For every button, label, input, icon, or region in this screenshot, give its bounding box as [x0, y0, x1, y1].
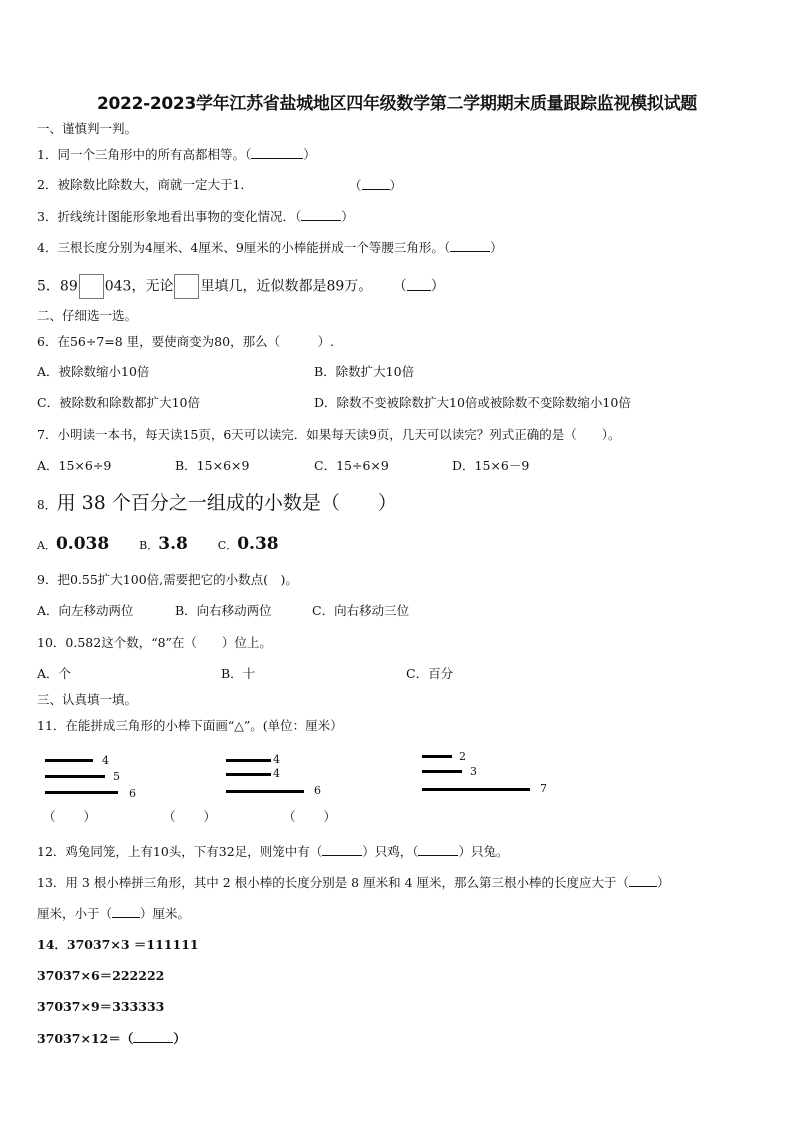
option-9b: B．向右移动两位 [175, 603, 272, 618]
section-heading-1: 一、谨慎判一判。 [37, 121, 138, 136]
question-9: 9．把0.55扩大100倍,需要把它的小数点( )。 [37, 572, 298, 587]
answer-blank [301, 208, 341, 221]
option-7d: D．15×6－9 [452, 458, 530, 473]
question-7: 7．小明读一本书，每天读15页，6天可以读完．如果每天读9页，几天可以读完？列式正确的是（ ）。 [37, 427, 621, 442]
question-12: 12．鸡兔同笼，上有10头，下有32足，则笼中有（ ）只鸡，（ ）只兔。 [37, 844, 509, 859]
question-5: 5．89 043，无论 里填几，近似数都是89万。 （ ） [37, 274, 445, 299]
option-6c: C．被除数和除数都扩大10倍 [37, 395, 200, 410]
stick [45, 775, 105, 778]
question-14-line-2: 37037×6＝222222 [37, 968, 165, 983]
question-8-options [37, 533, 279, 557]
question-10: 10．0.582这个数，“8”在（ ）位上。 [37, 635, 272, 650]
stick [45, 791, 118, 794]
question-13: 13．用 3 根小棒拼三角形，其中 2 根小棒的长度分别是 8 厘米和 4 厘米，那么第三根小棒的长度应大于（ ） [37, 875, 670, 890]
answer-paren-1: （ ） [43, 809, 97, 824]
question-1: 1．同一个三角形中的所有高都相等。（ ） [37, 147, 316, 162]
stick-length: 2 [459, 750, 466, 763]
option-7c: C．15÷6×9 [314, 458, 389, 473]
question-2: 2．被除数比除数大，商就一定大于1． [37, 177, 253, 192]
question-14-line-4: 37037×12＝（ ） [37, 1031, 186, 1046]
answer-blank [629, 874, 657, 887]
answer-paren-2: （ ） [163, 809, 217, 824]
option-10a: A．个 [37, 666, 72, 681]
question-11: 11．在能拼成三角形的小棒下面画“△”。(单位：厘米） [37, 718, 343, 733]
section-heading-3: 三、认真填一填。 [37, 692, 138, 707]
option-6b: B．除数扩大10倍 [314, 364, 415, 379]
question-4: 4．三根长度分别为4厘米、4厘米、9厘米的小棒能拼成一个等腰三角形。（ ） [37, 240, 503, 255]
answer-blank [322, 843, 362, 856]
option-10c: C．百分 [406, 666, 454, 681]
option-8a-label: A． [37, 539, 56, 552]
answer-blank [251, 146, 303, 159]
stick-length: 4 [273, 767, 280, 780]
question-13-cont: 厘米，小于（ ）厘米。 [37, 906, 191, 921]
stick [45, 759, 93, 762]
answer-blank [407, 278, 431, 291]
answer-paren-3: （ ） [283, 809, 337, 824]
digit-box [174, 274, 199, 299]
option-9c: C．向右移动三位 [312, 603, 410, 618]
option-9a: A．向左移动两位 [37, 603, 134, 618]
answer-blank [133, 1030, 173, 1043]
option-7a: A．15×6÷9 [37, 458, 112, 473]
stick [226, 759, 271, 762]
question-14-line-3: 37037×9＝333333 [37, 999, 165, 1014]
stick-length: 3 [470, 765, 477, 778]
stick [422, 788, 530, 791]
option-6d: D．除数不变被除数扩大10倍或被除数不变除数缩小10倍 [314, 395, 631, 410]
option-8b: 3.8 [158, 534, 188, 554]
stick [422, 770, 462, 773]
answer-blank [418, 843, 458, 856]
stick-length: 4 [102, 754, 109, 767]
page-title: 2022-2023学年江苏省盐城地区四年级数学第二学期期末质量跟踪监视模拟试题 [97, 94, 697, 114]
stick-length: 6 [129, 787, 136, 800]
option-7b: B．15×6×9 [175, 458, 250, 473]
stick-length: 5 [113, 770, 120, 783]
stick-length: 6 [314, 784, 321, 797]
question-8: 8．用 38 个百分之一组成的小数是（ ） [37, 492, 397, 514]
option-8b-label: B． [139, 539, 159, 552]
stick-length: 7 [540, 782, 547, 795]
option-8a: 0.038 [55, 534, 110, 554]
answer-blank [450, 239, 490, 252]
option-8c: 0.38 [237, 534, 279, 554]
stick-length: 4 [273, 753, 280, 766]
question-6: 6．在56÷7=8 里，要使商变为80，那么（ ）. [37, 334, 335, 349]
option-8c-label: C． [217, 539, 238, 552]
question-3: 3．折线统计图能形象地看出事物的变化情况．（ ） [37, 209, 354, 224]
stick [226, 790, 304, 793]
answer-blank [112, 905, 140, 918]
stick [422, 755, 452, 758]
question-2-answer: （ ） [349, 178, 403, 193]
section-heading-2: 二、仔细选一选。 [37, 308, 138, 323]
digit-box [79, 274, 104, 299]
stick [226, 773, 271, 776]
question-14-line-1: 14．37037×3 ＝111111 [37, 937, 199, 952]
answer-blank [362, 177, 390, 190]
option-6a: A．被除数缩小10倍 [37, 364, 150, 379]
option-10b: B．十 [221, 666, 256, 681]
